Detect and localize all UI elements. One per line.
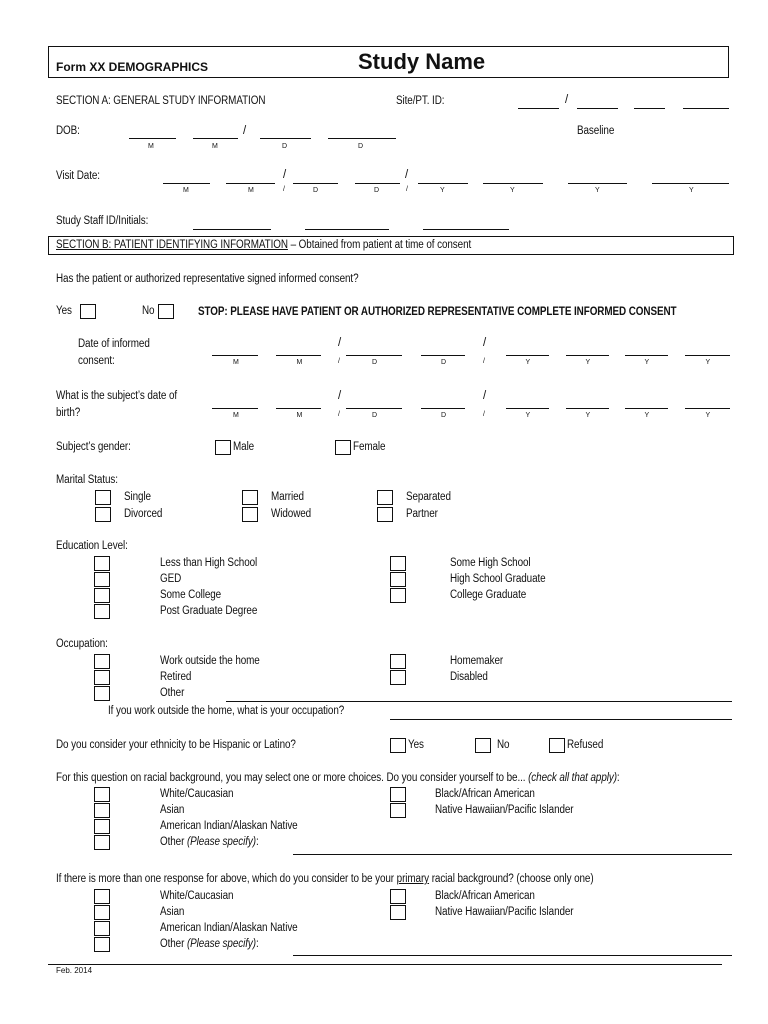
consent-date-slash-sub-1: /	[338, 358, 340, 365]
visit-m2-sub: M	[248, 187, 254, 194]
ethnicity-refused-checkbox[interactable]	[549, 738, 565, 753]
consent-date-slash-sub-2: /	[483, 358, 485, 365]
birth-date-field-4[interactable]	[421, 408, 465, 409]
consent-stop-message: STOP: PLEASE HAVE PATIENT OR AUTHORIZED REPRESENTATIVE COMPLETE INFORMED CONSENT	[198, 306, 677, 318]
visit-date-label: Visit Date:	[56, 170, 100, 182]
dob-m1-field[interactable]	[129, 138, 176, 139]
occ-followup-label: If you work outside the home, what is your occupation?	[108, 705, 345, 717]
primary-race-pre: If there is more than one response for above, which do you consider to be your	[56, 873, 397, 885]
birth-date-field-6[interactable]	[566, 408, 609, 409]
consent-date-label-1: Date of informed	[78, 338, 150, 350]
birth-date-sub-7: Y	[644, 412, 650, 419]
race-other-end: :	[255, 836, 259, 848]
race-white-checkbox[interactable]	[94, 787, 110, 802]
pt-id-field-2[interactable]	[634, 108, 665, 109]
consent-date-sub-1: M	[233, 359, 239, 366]
primary-black-checkbox[interactable]	[390, 889, 406, 904]
birth-date-sub-3: D	[372, 412, 378, 419]
primary-race-post: racial background? (choose only one)	[429, 873, 594, 885]
occ-other-checkbox[interactable]	[94, 686, 110, 701]
edu-some-hs-checkbox[interactable]	[390, 556, 406, 571]
section-b-title: SECTION B: PATIENT IDENTIFYING INFORMATION	[56, 239, 288, 251]
edu-college-grad-checkbox[interactable]	[390, 588, 406, 603]
footer-rule	[48, 964, 722, 965]
form-label: Form XX DEMOGRAPHICS	[56, 60, 209, 74]
birth-date-slash-sub-2: /	[483, 411, 485, 418]
birth-label-1: What is the subject’s date of	[56, 390, 178, 402]
occ-other-label: Other	[160, 687, 185, 699]
consent-date-label-2: consent:	[78, 355, 115, 367]
occ-homemaker-checkbox[interactable]	[390, 654, 406, 669]
dob-m2-sub: M	[212, 143, 218, 150]
primary-black-label: Black/African American	[435, 890, 535, 902]
edu-ged-checkbox[interactable]	[94, 572, 110, 587]
consent-date-field-4[interactable]	[421, 355, 465, 356]
race-other-note: (Please specify)	[186, 836, 256, 848]
edu-college-grad-label: College Graduate	[450, 589, 527, 601]
ethnicity-no-checkbox[interactable]	[475, 738, 491, 753]
consent-date-sub-3: D	[372, 359, 378, 366]
race-other-checkbox[interactable]	[94, 835, 110, 850]
race-black-checkbox[interactable]	[390, 787, 406, 802]
primary-race-primary: primary	[396, 873, 430, 885]
occ-homemaker-label: Homemaker	[450, 655, 504, 667]
marital-single-checkbox[interactable]	[95, 490, 111, 505]
visit-d2-sub: D	[374, 187, 380, 194]
birth-date-sub-5: Y	[525, 412, 531, 419]
ethnicity-yes-checkbox[interactable]	[390, 738, 406, 753]
birth-date-sub-8: Y	[705, 412, 711, 419]
primary-native-american-checkbox[interactable]	[94, 921, 110, 936]
visit-y3-sub: Y	[595, 187, 600, 194]
primary-other-note: (Please specify)	[186, 938, 256, 950]
birth-date-field-1[interactable]	[212, 408, 258, 409]
site-separator: /	[565, 94, 569, 106]
edu-post-grad-label: Post Graduate Degree	[160, 605, 258, 617]
race-question	[56, 772, 620, 784]
edu-less-hs-label: Less than High School	[160, 557, 258, 569]
section-b-suffix: – Obtained from patient at time of consent	[287, 239, 472, 251]
birth-date-slash-sub-1: /	[338, 411, 340, 418]
staff-field-2[interactable]	[305, 229, 389, 230]
race-asian-checkbox[interactable]	[94, 803, 110, 818]
consent-date-field-1[interactable]	[212, 355, 258, 356]
dob-m1-sub: M	[148, 143, 154, 150]
race-white-label: White/Caucasian	[160, 788, 234, 800]
dob-d1-field[interactable]	[260, 138, 311, 139]
dob-d2-field[interactable]	[328, 138, 396, 139]
occ-work-outside-checkbox[interactable]	[94, 654, 110, 669]
race-question-end: :	[616, 772, 620, 784]
primary-other-field[interactable]	[293, 955, 732, 956]
birth-date-field-5[interactable]	[506, 408, 549, 409]
birth-date-field-7[interactable]	[625, 408, 668, 409]
occ-other-field[interactable]	[226, 701, 732, 702]
ethnicity-no-label: No	[497, 739, 510, 751]
primary-other-end: :	[255, 938, 259, 950]
primary-other-label	[160, 938, 259, 950]
birth-date-field-3[interactable]	[346, 408, 402, 409]
birth-date-sub-1: M	[233, 412, 239, 419]
primary-native-american-label: American Indian/Alaskan Native	[160, 922, 298, 934]
consent-date-sub-5: Y	[525, 359, 531, 366]
pt-id-field-3[interactable]	[683, 108, 729, 109]
section-b-title-row	[56, 239, 471, 251]
edu-some-college-checkbox[interactable]	[94, 588, 110, 603]
visit-d1-field[interactable]	[293, 183, 338, 184]
consent-date-field-2[interactable]	[276, 355, 321, 356]
birth-label-2: birth?	[56, 407, 81, 419]
marital-widowed-checkbox[interactable]	[242, 507, 258, 522]
race-pacific-checkbox[interactable]	[390, 803, 406, 818]
marital-married-checkbox[interactable]	[242, 490, 258, 505]
race-native-american-label: American Indian/Alaskan Native	[160, 820, 298, 832]
consent-yes-checkbox[interactable]	[80, 304, 96, 319]
edu-some-hs-label: Some High School	[450, 557, 531, 569]
consent-date-slash-2: /	[483, 337, 487, 349]
birth-date-sub-4: D	[441, 412, 447, 419]
dob-label: DOB:	[56, 125, 80, 137]
race-other-text: Other	[160, 836, 187, 848]
birth-date-sub-2: M	[296, 412, 303, 419]
gender-label: Subject’s gender:	[56, 441, 131, 453]
visit-y3-field[interactable]	[568, 183, 627, 184]
visit-slash-1b: /	[283, 186, 285, 193]
consent-question: Has the patient or authorized representative signed informed consent?	[56, 273, 359, 285]
site-pt-id-label: Site/PT. ID:	[396, 95, 445, 107]
ethnicity-question: Do you consider your ethnicity to be Hispanic or Latino?	[56, 739, 296, 751]
visit-d2-field[interactable]	[355, 183, 400, 184]
birth-date-field-8[interactable]	[685, 408, 730, 409]
visit-y1-field[interactable]	[418, 183, 468, 184]
primary-other-text: Other	[160, 938, 187, 950]
race-question-text: For this question on racial background, you may select one or more choices. Do you consider yourself to be...	[56, 772, 529, 784]
ethnicity-refused-label: Refused	[567, 739, 604, 751]
consent-date-field-5[interactable]	[506, 355, 549, 356]
education-label: Education Level:	[56, 540, 128, 552]
occ-disabled-label: Disabled	[450, 671, 488, 683]
birth-date-sub-6: Y	[585, 412, 591, 419]
race-other-label	[160, 836, 259, 848]
section-a-title: SECTION A: GENERAL STUDY INFORMATION	[56, 95, 266, 107]
primary-other-checkbox[interactable]	[94, 937, 110, 952]
race-other-field[interactable]	[293, 854, 732, 855]
primary-race-question	[56, 873, 594, 885]
consent-date-sub-6: Y	[585, 359, 591, 366]
dob-separator: /	[243, 125, 247, 137]
gender-female-checkbox[interactable]	[335, 440, 351, 455]
baseline-label: Baseline	[577, 125, 615, 137]
birth-date-field-2[interactable]	[276, 408, 321, 409]
primary-white-label: White/Caucasian	[160, 890, 234, 902]
marital-label: Marital Status:	[56, 474, 118, 486]
staff-label: Study Staff ID/Initials:	[56, 215, 149, 227]
staff-field-3[interactable]	[423, 229, 509, 230]
edu-some-college-label: Some College	[160, 589, 222, 601]
dob-d2-sub: D	[358, 143, 364, 150]
consent-date-field-7[interactable]	[625, 355, 668, 356]
visit-slash-2b: /	[406, 186, 408, 193]
consent-date-sub-7: Y	[644, 359, 650, 366]
birth-date-slash-2: /	[483, 390, 487, 402]
consent-date-slash-1: /	[338, 337, 342, 349]
marital-partner-checkbox[interactable]	[377, 507, 393, 522]
visit-y4-sub: Y	[689, 187, 694, 194]
race-pacific-label: Native Hawaiian/Pacific Islander	[435, 804, 574, 816]
pt-id-field-1[interactable]	[577, 108, 618, 109]
marital-separated-label: Separated	[406, 491, 451, 503]
marital-single-label: Single	[124, 491, 151, 503]
footer-date: Feb. 2014	[56, 966, 93, 975]
occupation-label: Occupation:	[56, 638, 108, 650]
primary-asian-checkbox[interactable]	[94, 905, 110, 920]
primary-pacific-checkbox[interactable]	[390, 905, 406, 920]
ethnicity-yes-label: Yes	[408, 739, 424, 751]
visit-d1-sub: D	[313, 187, 319, 194]
edu-hs-grad-label: High School Graduate	[450, 573, 546, 585]
edu-less-hs-checkbox[interactable]	[94, 556, 110, 571]
race-question-note: (check all that apply)	[528, 772, 617, 784]
visit-y4-field[interactable]	[652, 183, 729, 184]
occ-work-outside-label: Work outside the home	[160, 655, 260, 667]
edu-post-grad-checkbox[interactable]	[94, 604, 110, 619]
consent-no-checkbox[interactable]	[158, 304, 174, 319]
occ-retired-label: Retired	[160, 671, 192, 683]
marital-separated-checkbox[interactable]	[377, 490, 393, 505]
birth-date-slash-1: /	[338, 390, 342, 402]
occ-followup-field[interactable]	[390, 719, 732, 720]
dob-m2-field[interactable]	[193, 138, 238, 139]
visit-slash-1: /	[283, 169, 287, 181]
staff-field-1[interactable]	[193, 229, 271, 230]
consent-date-field-8[interactable]	[685, 355, 730, 356]
primary-white-checkbox[interactable]	[94, 889, 110, 904]
marital-married-label: Married	[271, 491, 304, 503]
consent-date-field-3[interactable]	[346, 355, 402, 356]
race-native-american-checkbox[interactable]	[94, 819, 110, 834]
consent-date-sub-2: M	[296, 359, 303, 366]
primary-pacific-label: Native Hawaiian/Pacific Islander	[435, 906, 574, 918]
visit-y2-field[interactable]	[483, 183, 543, 184]
gender-male-checkbox[interactable]	[215, 440, 231, 455]
race-asian-label: Asian	[160, 804, 185, 816]
visit-y2-sub: Y	[510, 187, 515, 194]
visit-slash-2: /	[405, 169, 409, 181]
consent-date-sub-8: Y	[705, 359, 711, 366]
race-black-label: Black/African American	[435, 788, 535, 800]
gender-female-label: Female	[353, 441, 386, 453]
marital-divorced-label: Divorced	[124, 508, 163, 520]
consent-date-sub-4: D	[441, 359, 447, 366]
visit-m1-sub: M	[183, 187, 189, 194]
consent-yes-label: Yes	[56, 305, 72, 317]
site-id-field[interactable]	[518, 108, 559, 109]
marital-partner-label: Partner	[406, 508, 438, 520]
consent-date-field-6[interactable]	[566, 355, 609, 356]
consent-no-label: No	[142, 305, 155, 317]
dob-d1-sub: D	[282, 143, 288, 150]
marital-widowed-label: Widowed	[271, 508, 312, 520]
visit-y1-sub: Y	[440, 187, 445, 194]
study-name: Study Name	[358, 49, 486, 74]
edu-hs-grad-checkbox[interactable]	[390, 572, 406, 587]
occ-disabled-checkbox[interactable]	[390, 670, 406, 685]
visit-m1-field[interactable]	[163, 183, 210, 184]
edu-ged-label: GED	[160, 573, 182, 585]
occ-retired-checkbox[interactable]	[94, 670, 110, 685]
primary-asian-label: Asian	[160, 906, 185, 918]
gender-male-label: Male	[233, 441, 255, 453]
marital-divorced-checkbox[interactable]	[95, 507, 111, 522]
visit-m2-field[interactable]	[226, 183, 275, 184]
